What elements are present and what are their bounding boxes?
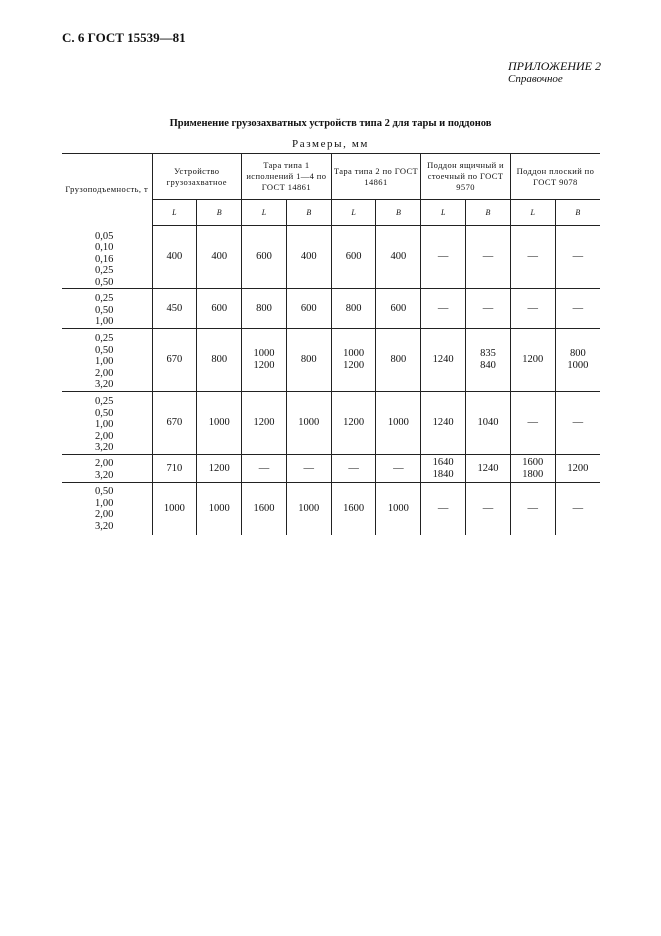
value-cell	[197, 392, 242, 455]
cell-value: 1600	[343, 502, 365, 514]
value-cell	[331, 392, 376, 455]
cell-value: 1000	[567, 360, 589, 371]
cell-value: —	[572, 251, 584, 262]
capacity-value: 0,50	[95, 276, 114, 288]
cell-value: 670	[166, 417, 183, 428]
cell-value: —	[348, 462, 359, 474]
subheader-b: B	[555, 200, 600, 226]
table-row	[62, 329, 600, 392]
cell-value: 1240	[432, 354, 454, 365]
capacity-value: 3,20	[95, 469, 114, 481]
cell-value: —	[482, 302, 494, 314]
value-cell	[331, 226, 376, 289]
subheader-l: L	[421, 200, 466, 226]
value-cell	[466, 226, 511, 289]
cell-value: 1200	[343, 417, 365, 428]
cell-value: 450	[166, 302, 183, 314]
value-cell	[152, 455, 197, 483]
cell-value: 600	[390, 302, 407, 314]
cell-value: 400	[390, 251, 407, 262]
cell-value: 1200	[567, 462, 589, 474]
value-cell	[286, 289, 331, 329]
cell-value: 710	[166, 462, 183, 474]
cell-value: —	[437, 251, 449, 262]
capacity-value: 0,50	[95, 344, 114, 356]
header-capacity: Грузоподъемность, т	[62, 154, 152, 226]
value-cell	[331, 289, 376, 329]
cell-value: 1800	[522, 468, 544, 480]
capacity-cell	[62, 483, 152, 535]
capacity-value: 0,25	[95, 265, 114, 276]
subheader-l: L	[331, 200, 376, 226]
cell-value: 1200	[253, 360, 275, 371]
cell-value: 840	[480, 360, 496, 371]
value-cell	[421, 483, 466, 535]
table-row	[62, 455, 600, 483]
value-cell	[376, 483, 421, 535]
table-row	[62, 483, 600, 535]
value-cell	[197, 289, 242, 329]
value-cell	[376, 455, 421, 483]
header-row	[62, 154, 600, 200]
value-cell	[152, 392, 197, 455]
cell-value: —	[437, 302, 449, 314]
capacity-value: 2,00	[95, 367, 114, 379]
value-cell	[331, 483, 376, 535]
value-cell	[555, 329, 600, 392]
capacity-value: 0,25	[95, 333, 114, 344]
value-cell	[197, 483, 242, 535]
table-body	[62, 226, 600, 535]
value-cell	[510, 226, 555, 289]
capacity-value: 2,00	[95, 430, 114, 442]
cell-value: —	[527, 302, 539, 314]
cell-value: 835	[480, 348, 496, 359]
cell-value: 1200	[208, 462, 230, 474]
table-title: Применение грузозахватных устройств типа 2 для тары и поддонов	[169, 118, 492, 129]
value-cell	[510, 483, 555, 535]
capacity-value: 0,25	[95, 396, 114, 407]
cell-value: 800	[211, 354, 228, 365]
cell-value: 600	[211, 302, 228, 314]
value-cell	[242, 289, 287, 329]
subheader-b: B	[197, 200, 242, 226]
capacity-value: 0,05	[95, 230, 114, 242]
cell-value: 1000	[298, 417, 320, 428]
data-table	[62, 153, 600, 535]
value-cell	[555, 455, 600, 483]
value-cell	[152, 329, 197, 392]
capacity-value: 0,25	[95, 293, 114, 304]
value-cell	[286, 483, 331, 535]
cell-value: 1000	[253, 348, 275, 359]
value-cell	[242, 329, 287, 392]
value-cell	[510, 392, 555, 455]
value-cell	[510, 289, 555, 329]
value-cell	[421, 289, 466, 329]
capacity-value: 0,16	[95, 253, 114, 265]
appendix-label	[508, 60, 601, 86]
cell-value: 400	[166, 251, 183, 262]
value-cell	[242, 226, 287, 289]
value-cell	[421, 329, 466, 392]
cell-value: 1240	[432, 417, 454, 428]
table-units: Размеры, мм	[292, 138, 369, 150]
cell-value: 1000	[208, 502, 230, 514]
subheader-l: L	[242, 200, 287, 226]
value-cell	[197, 455, 242, 483]
table-row	[62, 289, 600, 329]
capacity-value: 3,20	[95, 379, 114, 390]
capacity-cell	[62, 226, 152, 289]
value-cell	[421, 226, 466, 289]
cell-value: —	[527, 251, 539, 262]
cell-value: 1000	[387, 417, 409, 428]
value-cell	[555, 392, 600, 455]
cell-value: 600	[256, 251, 272, 262]
cell-value: 1600	[522, 456, 544, 468]
value-cell	[286, 455, 331, 483]
value-cell	[555, 483, 600, 535]
value-cell	[286, 226, 331, 289]
value-cell	[242, 455, 287, 483]
cell-value: —	[527, 417, 539, 428]
value-cell	[376, 289, 421, 329]
value-cell	[466, 483, 511, 535]
value-cell	[286, 392, 331, 455]
value-cell	[286, 329, 331, 392]
cell-value: 400	[300, 251, 317, 262]
capacity-value: 1,00	[95, 419, 114, 430]
cell-value: 800	[256, 302, 272, 314]
value-cell	[197, 226, 242, 289]
cell-value: 1000	[387, 502, 409, 514]
capacity-cell	[62, 289, 152, 329]
cell-value: 670	[166, 354, 183, 365]
subheader-b: B	[286, 200, 331, 226]
cell-value: —	[303, 462, 315, 474]
cell-value: 800	[390, 354, 407, 365]
cell-value: 1000	[163, 502, 185, 514]
capacity-value: 1,00	[95, 356, 114, 367]
value-cell	[152, 483, 197, 535]
capacity-value: 0,50	[95, 407, 114, 419]
cell-value: —	[482, 502, 494, 514]
capacity-value: 2,00	[95, 458, 114, 469]
header-group: Поддон ящичный и стоечный по ГОСТ 9570	[421, 154, 511, 200]
cell-value: —	[437, 502, 449, 514]
value-cell	[510, 455, 555, 483]
capacity-value: 0,10	[95, 242, 114, 253]
cell-value: 400	[211, 251, 228, 262]
cell-value: 1840	[432, 468, 454, 480]
capacity-value: 2,00	[95, 509, 114, 520]
cell-value: 1200	[253, 417, 275, 428]
value-cell	[466, 289, 511, 329]
cell-value: 1200	[522, 354, 544, 365]
cell-value: —	[527, 502, 539, 514]
capacity-cell	[62, 329, 152, 392]
value-cell	[421, 392, 466, 455]
cell-value: 800	[569, 348, 586, 359]
cell-value: 1000	[343, 348, 365, 359]
capacity-cell	[62, 392, 152, 455]
table-row	[62, 392, 600, 455]
table-row	[62, 226, 600, 289]
header-group: Устройство грузозахватное	[152, 154, 242, 200]
value-cell	[555, 289, 600, 329]
value-cell	[466, 392, 511, 455]
header-group: Тара типа 1 исполнений 1—4 по ГОСТ 14861	[242, 154, 332, 200]
header-group: Тара типа 2 по ГОСТ 14861	[331, 154, 421, 200]
cell-value: 1040	[477, 417, 499, 428]
cell-value: —	[393, 462, 404, 474]
subheader-b: B	[376, 200, 421, 226]
value-cell	[242, 483, 287, 535]
value-cell	[510, 329, 555, 392]
cell-value: 1000	[298, 502, 320, 514]
capacity-value: 3,20	[95, 442, 114, 453]
capacity-cell	[62, 455, 152, 483]
value-cell	[466, 455, 511, 483]
page-header: С. 6 ГОСТ 15539—81	[62, 30, 186, 45]
cell-value: 1640	[432, 456, 454, 468]
cell-value: 1240	[477, 462, 499, 474]
value-cell	[152, 289, 197, 329]
cell-value: 800	[300, 354, 317, 365]
cell-value: 600	[345, 251, 362, 262]
capacity-value: 0,50	[95, 304, 114, 316]
appendix-subtitle: Справочное	[508, 73, 563, 85]
value-cell	[197, 329, 242, 392]
value-cell	[331, 329, 376, 392]
appendix-title: ПРИЛОЖЕНИЕ 2	[508, 59, 601, 73]
capacity-value: 1,00	[95, 497, 114, 509]
subheader-l: L	[510, 200, 555, 226]
capacity-value: 1,00	[95, 316, 114, 327]
value-cell	[331, 455, 376, 483]
cell-value: 1600	[253, 502, 275, 514]
cell-value: —	[258, 462, 270, 474]
cell-value: —	[572, 302, 584, 314]
value-cell	[376, 226, 421, 289]
subheader-b: B	[466, 200, 511, 226]
value-cell	[555, 226, 600, 289]
value-cell	[376, 329, 421, 392]
cell-value: —	[482, 251, 494, 262]
capacity-value: 0,50	[95, 486, 114, 497]
value-cell	[152, 226, 197, 289]
value-cell	[466, 329, 511, 392]
value-cell	[242, 392, 287, 455]
cell-value: 1000	[208, 417, 230, 428]
subheader-l: L	[152, 200, 197, 226]
capacity-value: 3,20	[95, 520, 114, 532]
cell-value: 1200	[343, 360, 365, 371]
header-group: Поддон плоский по ГОСТ 9078	[510, 154, 600, 200]
value-cell	[421, 455, 466, 483]
cell-value: —	[572, 502, 584, 514]
cell-value: 600	[300, 302, 317, 314]
value-cell	[376, 392, 421, 455]
cell-value: —	[572, 417, 584, 428]
cell-value: 800	[345, 302, 362, 314]
